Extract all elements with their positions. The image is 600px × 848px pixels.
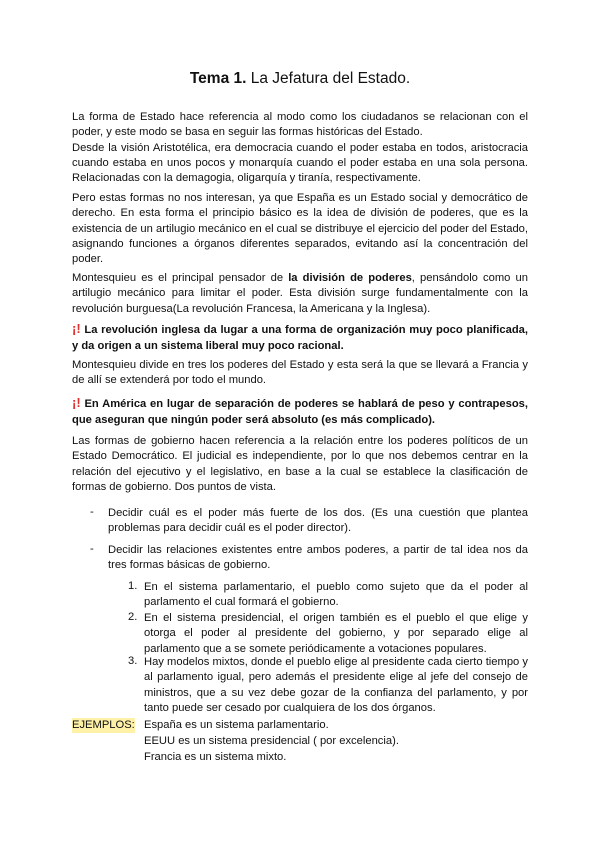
- example-line: Francia es un sistema mixto.: [144, 751, 287, 763]
- paragraph-tres-poderes: Montesquieu divide en tres los poderes del Estado y esta será la que se llevará a Francia y de allí se extenderá por todo el mundo.: [72, 359, 528, 387]
- list-item: Hay modelos mixtos, donde el pueblo elige al presidente cada cierto tiempo y al parlamento igual, pero además el presidente elige al jefe del consejo de ministros, que a su vez debe gozar de la confianza del parlamento, y por tanto puede ser cesado por cualquiera de los dos órganos.: [144, 656, 528, 714]
- exclamation-icon: ¡!: [72, 395, 81, 410]
- list-item: En el sistema parlamentario, el pueblo como sujeto que da el poder al parlamento el cual formará el gobierno.: [144, 581, 528, 609]
- paragraph-estado-social: Pero estas formas no nos interesan, ya que España es un Estado social y democrático de derecho. En esta forma el principio básico es la idea de división de poderes, que es la existencia de un artilugio mecánico en el cual se distribuye el ejercicio del poder del Estado, asignando funciones a órganos diferentes separados, evitando así la concentración del poder.: [72, 192, 528, 266]
- examples-label: EJEMPLOS:: [72, 718, 135, 733]
- bullet-dash: -: [90, 543, 94, 555]
- bullet-item: Decidir las relaciones existentes entre ambos poderes, a partir de tal idea nos da tres formas básicas de gobierno.: [108, 544, 528, 572]
- example-line: España es un sistema parlamentario.: [144, 719, 329, 731]
- list-number: 1.: [128, 580, 138, 592]
- paragraph-formas-gobierno: Las formas de gobierno hacen referencia a la relación entre los poderes políticos de un Estado Democrático. El judicial es independiente, por lo que nos debemos centrar en la relación del ejecutivo y el legislativo, en base a la cual se establece la clasificación de formas de gobierno. Dos puntos de vista.: [72, 435, 528, 493]
- list-number: 3.: [128, 655, 138, 667]
- bullet-item: Decidir cuál es el poder más fuerte de los dos. (Es una cuestión que plantea problemas para decidir cuál es el poder director).: [108, 507, 528, 535]
- note-revolucion-inglesa: ¡! La revolución inglesa da lugar a una forma de organización muy poco planificada, y da origen a un sistema liberal muy poco racional.: [72, 321, 528, 352]
- exclamation-icon: ¡!: [72, 321, 81, 336]
- page-title: Tema 1. La Jefatura del Estado.: [189, 70, 411, 87]
- example-line: EEUU es un sistema presidencial ( por excelencia).: [144, 735, 399, 747]
- paragraph-forma-estado: La forma de Estado hace referencia al modo como los ciudadanos se relacionan con el poder, y este modo se basa en seguir las formas históricas del Estado. Desde la visión Aristotélica, era democracia cuando el poder estaba en todos, aristocracia cuando estaba en unos pocos y monarquía cuando el poder estaba en una sola persona. Relacionadas con la demagogia, oligarquía y tiranía, respectivamente.: [72, 111, 528, 185]
- list-item: En el sistema presidencial, el origen también es el pueblo el que elige y otorga el poder al presidente del gobierno, y por separado elige al parlamento que a se somete periódicamente a votaciones populares.: [144, 612, 528, 655]
- note-america: ¡! En América en lugar de separación de poderes se hablará de peso y contrapesos, que aseguran que ningún poder será absoluto (es más complicado).: [72, 395, 528, 426]
- paragraph-montesquieu: Montesquieu es el principal pensador de la división de poderes, pensándolo como un artilugio mecánico para limitar el poder. Esta división surge fundamentalmente con la revolución burguesa(La revolución Francesa, la Americana y la Inglesa).: [72, 272, 528, 315]
- bullet-dash: -: [90, 506, 94, 518]
- list-number: 2.: [128, 611, 138, 623]
